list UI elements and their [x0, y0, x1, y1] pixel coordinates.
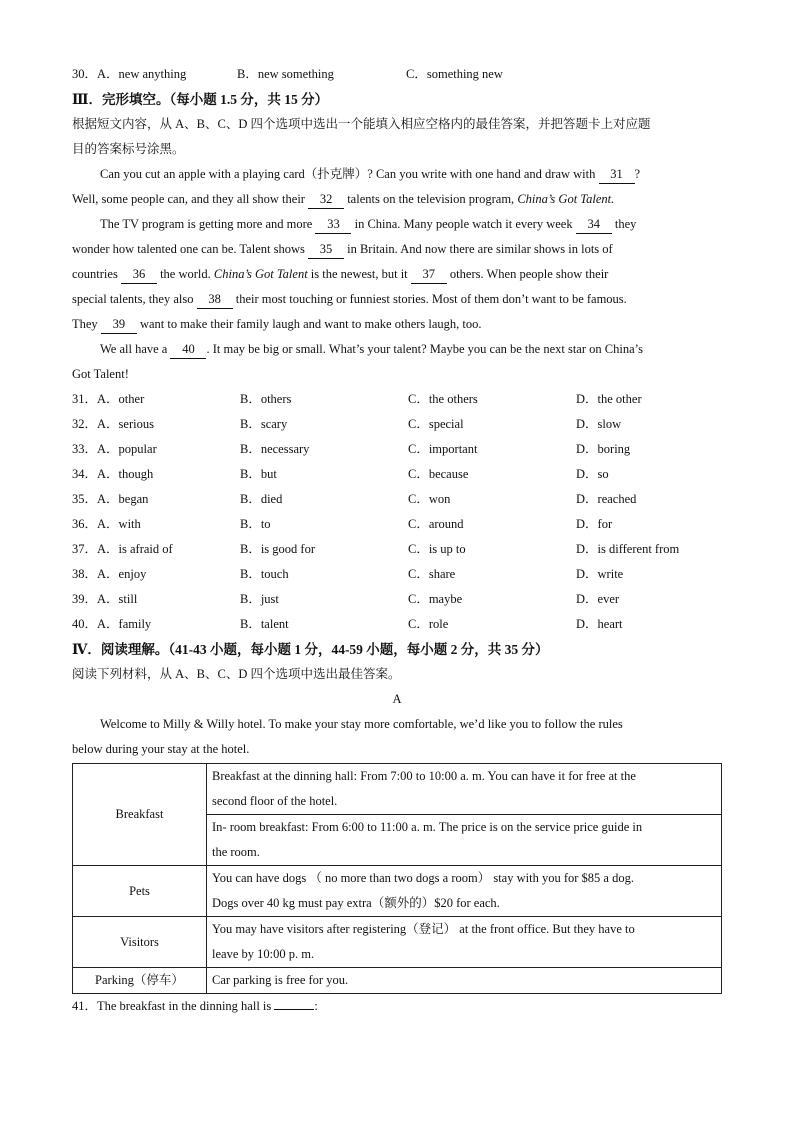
question-30	[72, 62, 722, 87]
row-label-pets: Pets	[73, 866, 207, 917]
option-c: C．won	[408, 492, 451, 506]
passage-text: others. When people show their	[446, 267, 609, 281]
passage-text: they	[611, 217, 637, 231]
passage-line	[72, 337, 722, 362]
row-label-visitors: Visitors	[73, 917, 207, 968]
passage-line	[72, 312, 722, 337]
option-b: B．necessary	[240, 442, 310, 456]
option-a: A．new anything	[97, 67, 187, 81]
option-a: 39．A．still	[72, 592, 138, 606]
table-row	[73, 764, 722, 815]
option-a: 40．A．family	[72, 617, 152, 631]
section-3-instruction-line-1: 根据短文内容，从 A、B、C、D 四个选项中选出一个能填入相应空格内的最佳答案，并把答题卡上对应题	[72, 117, 651, 131]
passage-text: is the newest, but it	[307, 267, 411, 281]
program-title: China’s Got Talent.	[517, 192, 615, 206]
section-3-heading: Ⅲ．完形填空。（每小题 1.5 分，共 15 分）	[72, 92, 329, 107]
option-row-34	[72, 462, 722, 487]
passage-line	[72, 262, 722, 287]
option-c: C．role	[408, 617, 449, 631]
passage-text: wonder how talented one can be. Talent shows	[72, 242, 308, 256]
blank-38: 38	[197, 290, 233, 309]
section-4-heading: Ⅳ．阅读理解。（41-43 小题，每小题 1 分，44-59 小题，每小题 2 分，共 35 分）	[72, 642, 549, 657]
option-row-35	[72, 487, 722, 512]
option-b: B．died	[240, 492, 283, 506]
parking-cell: Car parking is free for you.	[207, 968, 722, 994]
option-row-38	[72, 562, 722, 587]
option-a: 37．A．is afraid of	[72, 542, 173, 556]
cell-line: Dogs over 40 kg must pay extra（额外的）$20 for each.	[212, 896, 500, 910]
passage-text: They	[72, 317, 101, 331]
passage-label: A	[392, 692, 402, 706]
option-a: 36．A．with	[72, 517, 141, 531]
cloze-options	[72, 387, 722, 637]
cell-line: leave by 10:00 p. m.	[212, 947, 315, 961]
option-a: 38．A．enjoy	[72, 567, 147, 581]
option-b: B．to	[240, 517, 271, 531]
option-b: B．new something	[237, 67, 334, 81]
option-d: D．the other	[576, 392, 642, 406]
option-c: C．because	[408, 467, 469, 481]
passage-text: want to make their family laugh and want to make others laugh, too.	[136, 317, 482, 331]
option-c: C．something new	[406, 67, 503, 81]
breakfast-dinning-hall-cell	[207, 764, 722, 815]
option-d: D．boring	[576, 442, 631, 456]
option-d: D．slow	[576, 417, 622, 431]
option-row-33	[72, 437, 722, 462]
passage-text: countries	[72, 267, 121, 281]
option-d: D．so	[576, 467, 609, 481]
option-b: B．others	[240, 392, 292, 406]
cell-line: You can have dogs （ no more than two dogs a room） stay with you for $85 a dog.	[212, 871, 634, 885]
cell-line: In- room breakfast: From 6:00 to 11:00 a. m. The price is on the service price guide in	[212, 820, 643, 834]
passage-line	[72, 287, 722, 312]
cell-line: the room.	[212, 845, 260, 859]
passage-text: . It may be big or small. What’s your talent? Maybe you can be the next star on China’s	[206, 342, 643, 356]
breakfast-in-room-cell	[207, 815, 722, 866]
passage-text: in Britain. And now there are similar shows in lots of	[343, 242, 613, 256]
question-41	[72, 994, 722, 1019]
option-row-32	[72, 412, 722, 437]
option-a: 33．A．popular	[72, 442, 157, 456]
option-d: D．heart	[576, 617, 623, 631]
table-row	[73, 917, 722, 968]
option-d: D．ever	[576, 592, 620, 606]
passage-line: Got Talent!	[72, 367, 129, 381]
table-row	[73, 968, 722, 994]
passage-text: Can you cut an apple with a playing card（扑克牌）? Can you write with one hand and draw with	[100, 167, 599, 181]
option-d: D．is different from	[576, 542, 680, 556]
program-title: China’s Got Talent	[213, 267, 308, 281]
exam-page	[72, 62, 722, 1019]
passage-line	[72, 212, 722, 237]
option-c: C．important	[408, 442, 478, 456]
table-row	[73, 866, 722, 917]
option-c: C．around	[408, 517, 464, 531]
option-b: B．is good for	[240, 542, 316, 556]
option-b: B．touch	[240, 567, 289, 581]
option-d: D．reached	[576, 492, 637, 506]
option-c: C．is up to	[408, 542, 466, 556]
blank-33: 33	[315, 215, 351, 234]
option-c: C．the others	[408, 392, 478, 406]
option-b: B．but	[240, 467, 277, 481]
passage-text: Well, some people can, and they all show their	[72, 192, 309, 206]
blank-35: 35	[308, 240, 344, 259]
cell-line: You may have visitors after registering（登记） at the front office. But they have to	[212, 922, 635, 936]
option-row-39	[72, 587, 722, 612]
hotel-intro-line-2: below during your stay at the hotel.	[72, 742, 250, 756]
passage-line	[72, 237, 722, 262]
option-c: C．special	[408, 417, 464, 431]
option-b: B．talent	[240, 617, 289, 631]
option-c: C．share	[408, 567, 456, 581]
passage-text: in China. Many people watch it every week	[351, 217, 576, 231]
blank-32: 32	[308, 190, 344, 209]
question-text-end: :	[314, 999, 318, 1013]
option-d: D．for	[576, 517, 613, 531]
passage-text: the world.	[156, 267, 214, 281]
blank-34: 34	[576, 215, 612, 234]
cell-line: second floor of the hotel.	[212, 794, 338, 808]
blank-31: 31	[599, 165, 635, 184]
option-d: D．write	[576, 567, 624, 581]
section-3-instruction-line-2: 目的答案标号涂黑。	[72, 142, 185, 156]
option-c: C．maybe	[408, 592, 463, 606]
blank-37: 37	[411, 265, 447, 284]
cell-line: Breakfast at the dinning hall: From 7:00 to 10:00 a. m. You can have it for free at the	[212, 769, 636, 783]
pets-cell	[207, 866, 722, 917]
visitors-cell	[207, 917, 722, 968]
option-a: 35．A．began	[72, 492, 149, 506]
passage-text: ?	[634, 167, 641, 181]
passage-line	[72, 162, 722, 187]
blank-36: 36	[121, 265, 157, 284]
row-label-breakfast: Breakfast	[73, 764, 207, 866]
option-a: 34．A．though	[72, 467, 154, 481]
row-label-parking: Parking（停车）	[73, 968, 207, 994]
passage-line	[72, 187, 722, 212]
option-a: 31．A．other	[72, 392, 145, 406]
answer-blank[interactable]	[274, 995, 314, 1010]
blank-39: 39	[101, 315, 137, 334]
passage-text: talents on the television program,	[344, 192, 518, 206]
question-text: 41．The breakfast in the dinning hall is	[72, 999, 275, 1013]
question-number: 30．	[72, 67, 98, 81]
passage-text: special talents, they also	[72, 292, 197, 306]
option-row-36	[72, 512, 722, 537]
hotel-rules-table	[72, 763, 722, 994]
option-a: 32．A．serious	[72, 417, 154, 431]
option-row-31	[72, 387, 722, 412]
hotel-intro-line-1: Welcome to Milly & Willy hotel. To make your stay more comfortable, we’d like you to follow the rules	[100, 717, 623, 731]
option-row-40	[72, 612, 722, 637]
passage-text: their most touching or funniest stories. Most of them don’t want to be famous.	[232, 292, 627, 306]
passage-text: The TV program is getting more and more	[100, 217, 316, 231]
blank-40: 40	[170, 340, 206, 359]
option-b: B．scary	[240, 417, 288, 431]
passage-text: We all have a	[100, 342, 171, 356]
option-row-37	[72, 537, 722, 562]
option-b: B．just	[240, 592, 279, 606]
section-4-instruction: 阅读下列材料，从 A、B、C、D 四个选项中选出最佳答案。	[72, 667, 401, 681]
